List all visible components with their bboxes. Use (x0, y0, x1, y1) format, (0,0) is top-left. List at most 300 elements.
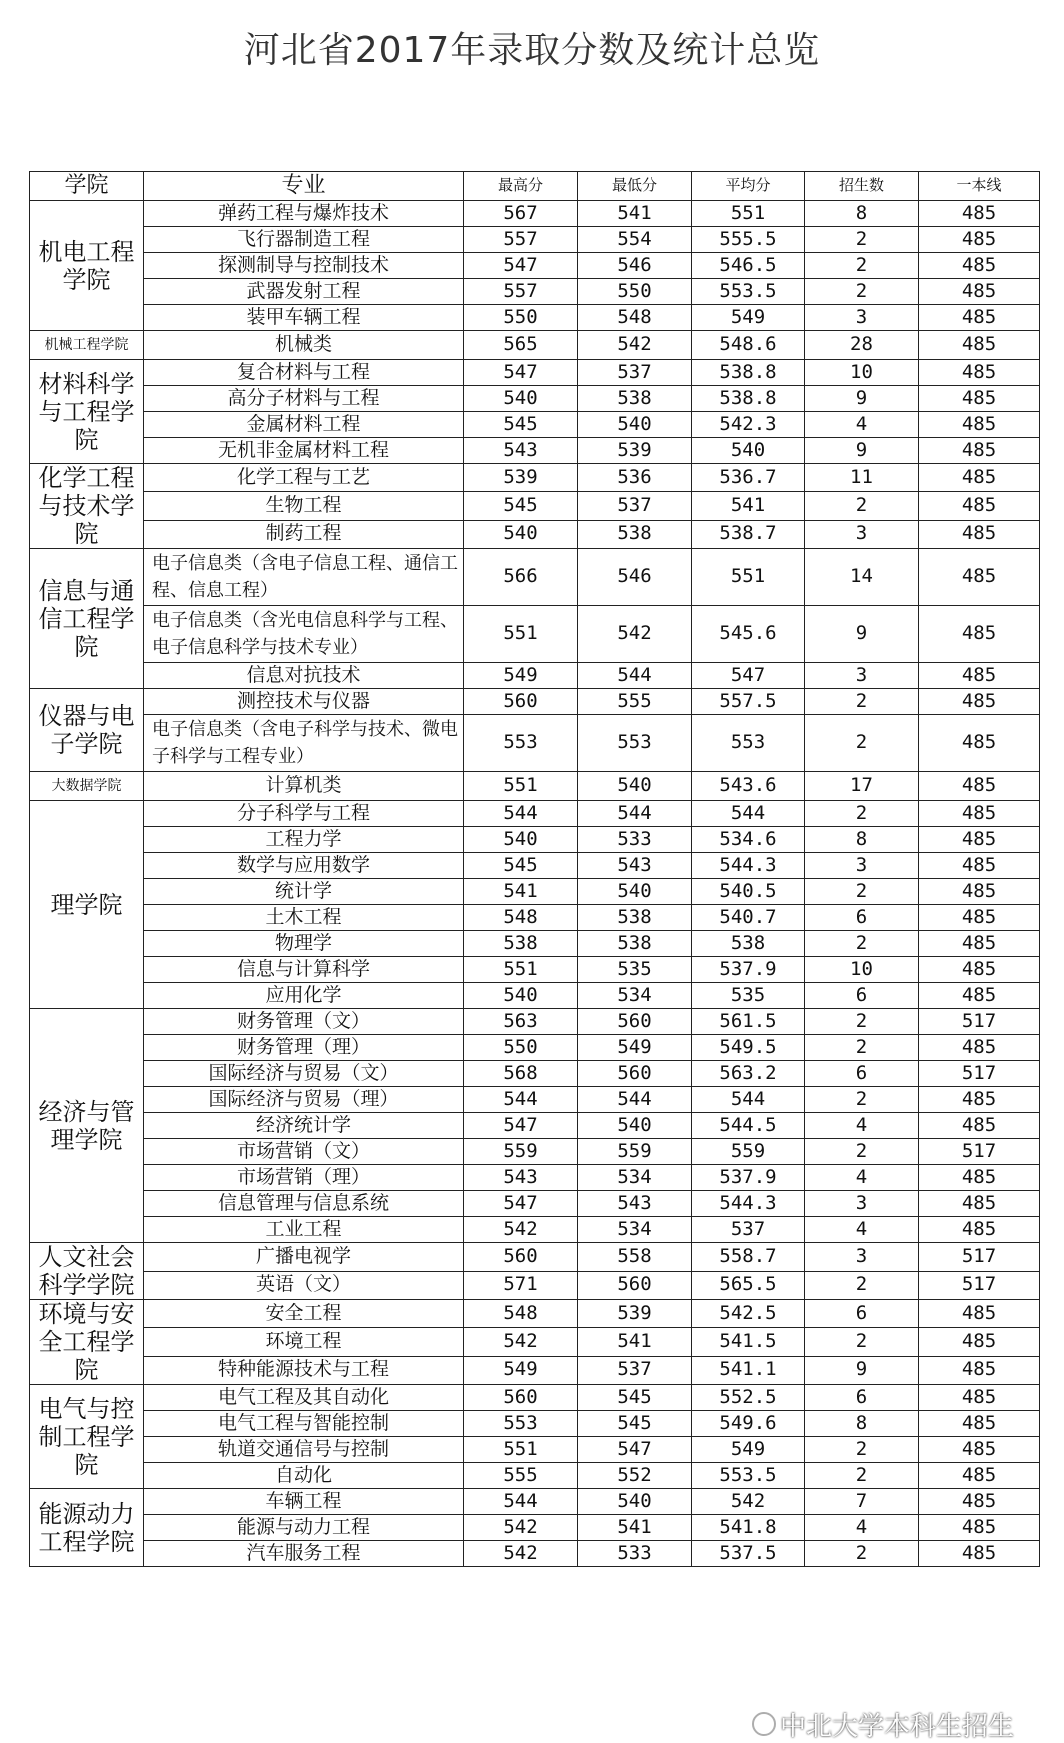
cutoff-line-cell: 485 (919, 1328, 1040, 1356)
major-cell: 电子信息类（含电子科学与技术、微电子科学与工程专业） (144, 715, 464, 772)
cutoff-line-cell: 485 (919, 331, 1040, 360)
min-score-cell: 545 (578, 1411, 692, 1437)
max-score-cell: 539 (464, 464, 578, 492)
cutoff-line-cell: 485 (919, 1300, 1040, 1328)
enroll-count-cell: 8 (805, 827, 919, 853)
min-score-cell: 554 (578, 227, 692, 253)
max-score-cell: 553 (464, 1411, 578, 1437)
min-score-cell: 546 (578, 253, 692, 279)
table-row (30, 492, 1040, 520)
enroll-count-cell: 9 (805, 386, 919, 412)
max-score-cell: 545 (464, 853, 578, 879)
major-cell: 飞行器制造工程 (144, 227, 464, 253)
cutoff-line-cell: 485 (919, 201, 1040, 227)
max-score-cell: 568 (464, 1061, 578, 1087)
min-score-cell: 538 (578, 905, 692, 931)
enroll-count-cell: 2 (805, 1139, 919, 1165)
major-cell: 武器发射工程 (144, 279, 464, 305)
header-line: 一本线 (919, 172, 1040, 201)
min-score-cell: 536 (578, 464, 692, 492)
table-row (30, 253, 1040, 279)
avg-score-cell: 541.8 (692, 1515, 805, 1541)
enroll-count-cell: 3 (805, 663, 919, 689)
table-row (30, 827, 1040, 853)
avg-score-cell: 548.6 (692, 331, 805, 360)
max-score-cell: 566 (464, 549, 578, 606)
major-cell: 工程力学 (144, 827, 464, 853)
min-score-cell: 533 (578, 1541, 692, 1567)
max-score-cell: 560 (464, 1385, 578, 1411)
college-cell: 大数据学院 (30, 772, 144, 801)
avg-score-cell: 537 (692, 1217, 805, 1243)
avg-score-cell: 561.5 (692, 1009, 805, 1035)
major-cell: 经济统计学 (144, 1113, 464, 1139)
min-score-cell: 553 (578, 715, 692, 772)
enroll-count-cell: 3 (805, 520, 919, 548)
table-header (30, 172, 1040, 201)
max-score-cell: 542 (464, 1328, 578, 1356)
table-row (30, 305, 1040, 331)
min-score-cell: 543 (578, 1191, 692, 1217)
table-row (30, 1165, 1040, 1191)
max-score-cell: 544 (464, 1087, 578, 1113)
cutoff-line-cell: 485 (919, 1411, 1040, 1437)
college-cell: 经济与管理学院 (30, 1009, 144, 1243)
cutoff-line-cell: 485 (919, 983, 1040, 1009)
min-score-cell: 541 (578, 1328, 692, 1356)
avg-score-cell: 537.5 (692, 1541, 805, 1567)
major-cell: 信息与计算科学 (144, 957, 464, 983)
major-cell: 车辆工程 (144, 1489, 464, 1515)
college-cell: 化学工程与技术学院 (30, 464, 144, 549)
max-score-cell: 547 (464, 1191, 578, 1217)
major-cell: 计算机类 (144, 772, 464, 801)
major-cell: 环境工程 (144, 1328, 464, 1356)
table-row (30, 772, 1040, 801)
table-row (30, 801, 1040, 827)
min-score-cell: 541 (578, 1515, 692, 1541)
major-cell: 财务管理（理） (144, 1035, 464, 1061)
major-cell: 数学与应用数学 (144, 853, 464, 879)
header-avg: 平均分 (692, 172, 805, 201)
major-cell: 自动化 (144, 1463, 464, 1489)
enroll-count-cell: 2 (805, 279, 919, 305)
major-cell: 机械类 (144, 331, 464, 360)
enroll-count-cell: 6 (805, 905, 919, 931)
min-score-cell: 544 (578, 801, 692, 827)
table-row (30, 438, 1040, 464)
max-score-cell: 551 (464, 606, 578, 663)
major-cell: 电子信息类（含光电信息科学与工程、电子信息科学与技术专业） (144, 606, 464, 663)
max-score-cell: 542 (464, 1541, 578, 1567)
college-cell: 材料科学与工程学院 (30, 360, 144, 464)
table-row (30, 386, 1040, 412)
major-cell: 应用化学 (144, 983, 464, 1009)
cutoff-line-cell: 485 (919, 549, 1040, 606)
table-row (30, 957, 1040, 983)
min-score-cell: 559 (578, 1139, 692, 1165)
max-score-cell: 543 (464, 1165, 578, 1191)
enroll-count-cell: 10 (805, 957, 919, 983)
enroll-count-cell: 2 (805, 1541, 919, 1567)
cutoff-line-cell: 485 (919, 1541, 1040, 1567)
min-score-cell: 540 (578, 1489, 692, 1515)
table-row (30, 1061, 1040, 1087)
enroll-count-cell: 6 (805, 983, 919, 1009)
avg-score-cell: 549.6 (692, 1411, 805, 1437)
max-score-cell: 548 (464, 1300, 578, 1328)
max-score-cell: 545 (464, 492, 578, 520)
avg-score-cell: 542.5 (692, 1300, 805, 1328)
table-row (30, 1385, 1040, 1411)
max-score-cell: 540 (464, 520, 578, 548)
enroll-count-cell: 6 (805, 1300, 919, 1328)
max-score-cell: 542 (464, 1515, 578, 1541)
min-score-cell: 544 (578, 1087, 692, 1113)
table-row (30, 689, 1040, 715)
min-score-cell: 552 (578, 1463, 692, 1489)
max-score-cell: 541 (464, 879, 578, 905)
avg-score-cell: 542.3 (692, 412, 805, 438)
avg-score-cell: 540 (692, 438, 805, 464)
avg-score-cell: 551 (692, 549, 805, 606)
min-score-cell: 541 (578, 201, 692, 227)
table-row (30, 412, 1040, 438)
score-table-container (29, 171, 1039, 1567)
max-score-cell: 540 (464, 827, 578, 853)
college-cell: 理学院 (30, 801, 144, 1009)
cutoff-line-cell: 485 (919, 801, 1040, 827)
avg-score-cell: 535 (692, 983, 805, 1009)
table-row (30, 1411, 1040, 1437)
max-score-cell: 545 (464, 412, 578, 438)
min-score-cell: 540 (578, 879, 692, 905)
header-count: 招生数 (805, 172, 919, 201)
enroll-count-cell: 2 (805, 715, 919, 772)
enroll-count-cell: 3 (805, 1243, 919, 1272)
cutoff-line-cell: 517 (919, 1243, 1040, 1272)
min-score-cell: 539 (578, 1300, 692, 1328)
max-score-cell: 559 (464, 1139, 578, 1165)
min-score-cell: 538 (578, 520, 692, 548)
cutoff-line-cell: 485 (919, 520, 1040, 548)
cutoff-line-cell: 485 (919, 1113, 1040, 1139)
cutoff-line-cell: 485 (919, 606, 1040, 663)
college-cell: 人文社会科学学院 (30, 1243, 144, 1300)
cutoff-line-cell: 485 (919, 360, 1040, 386)
cutoff-line-cell: 485 (919, 663, 1040, 689)
enroll-count-cell: 10 (805, 360, 919, 386)
avg-score-cell: 544.5 (692, 1113, 805, 1139)
min-score-cell: 545 (578, 1385, 692, 1411)
cutoff-line-cell: 485 (919, 464, 1040, 492)
cutoff-line-cell: 485 (919, 1087, 1040, 1113)
major-cell: 特种能源技术与工程 (144, 1356, 464, 1384)
major-cell: 汽车服务工程 (144, 1541, 464, 1567)
cutoff-line-cell: 485 (919, 879, 1040, 905)
avg-score-cell: 544.3 (692, 853, 805, 879)
enroll-count-cell: 2 (805, 1437, 919, 1463)
table-row (30, 464, 1040, 492)
cutoff-line-cell: 485 (919, 492, 1040, 520)
max-score-cell: 540 (464, 983, 578, 1009)
wechat-icon (752, 1712, 776, 1736)
table-row (30, 606, 1040, 663)
major-cell: 信息管理与信息系统 (144, 1191, 464, 1217)
max-score-cell: 547 (464, 253, 578, 279)
college-cell: 能源动力工程学院 (30, 1489, 144, 1567)
min-score-cell: 539 (578, 438, 692, 464)
table-row (30, 201, 1040, 227)
table-row (30, 331, 1040, 360)
table-row (30, 1437, 1040, 1463)
header-major: 专业 (144, 172, 464, 201)
table-row (30, 983, 1040, 1009)
cutoff-line-cell: 485 (919, 715, 1040, 772)
enroll-count-cell: 8 (805, 1411, 919, 1437)
avg-score-cell: 542 (692, 1489, 805, 1515)
cutoff-line-cell: 517 (919, 1271, 1040, 1300)
enroll-count-cell: 3 (805, 853, 919, 879)
avg-score-cell: 557.5 (692, 689, 805, 715)
cutoff-line-cell: 485 (919, 305, 1040, 331)
major-cell: 分子科学与工程 (144, 801, 464, 827)
avg-score-cell: 565.5 (692, 1271, 805, 1300)
major-cell: 安全工程 (144, 1300, 464, 1328)
min-score-cell: 542 (578, 331, 692, 360)
major-cell: 市场营销（理） (144, 1165, 464, 1191)
cutoff-line-cell: 485 (919, 1217, 1040, 1243)
enroll-count-cell: 2 (805, 931, 919, 957)
avg-score-cell: 549 (692, 305, 805, 331)
enroll-count-cell: 3 (805, 305, 919, 331)
major-cell: 英语（文） (144, 1271, 464, 1300)
avg-score-cell: 553 (692, 715, 805, 772)
enroll-count-cell: 4 (805, 1515, 919, 1541)
major-cell: 复合材料与工程 (144, 360, 464, 386)
cutoff-line-cell: 517 (919, 1139, 1040, 1165)
major-cell: 统计学 (144, 879, 464, 905)
avg-score-cell: 538.8 (692, 360, 805, 386)
cutoff-line-cell: 517 (919, 1009, 1040, 1035)
major-cell: 弹药工程与爆炸技术 (144, 201, 464, 227)
table-row (30, 360, 1040, 386)
page-title: 河北省2017年录取分数及统计总览 (243, 30, 821, 71)
enroll-count-cell: 4 (805, 1165, 919, 1191)
min-score-cell: 533 (578, 827, 692, 853)
enroll-count-cell: 9 (805, 438, 919, 464)
enroll-count-cell: 2 (805, 689, 919, 715)
cutoff-line-cell: 485 (919, 772, 1040, 801)
avg-score-cell: 552.5 (692, 1385, 805, 1411)
table-row (30, 879, 1040, 905)
cutoff-line-cell: 485 (919, 689, 1040, 715)
cutoff-line-cell: 485 (919, 386, 1040, 412)
min-score-cell: 558 (578, 1243, 692, 1272)
cutoff-line-cell: 485 (919, 1356, 1040, 1384)
enroll-count-cell: 9 (805, 1356, 919, 1384)
enroll-count-cell: 2 (805, 1087, 919, 1113)
major-cell: 电子信息类（含电子信息工程、通信工程、信息工程） (144, 549, 464, 606)
enroll-count-cell: 2 (805, 1271, 919, 1300)
avg-score-cell: 538 (692, 931, 805, 957)
cutoff-line-cell: 485 (919, 853, 1040, 879)
cutoff-line-cell: 485 (919, 1191, 1040, 1217)
watermark: 中北大学本科生招生 (780, 1712, 1015, 1742)
max-score-cell: 538 (464, 931, 578, 957)
max-score-cell: 544 (464, 1489, 578, 1515)
max-score-cell: 571 (464, 1271, 578, 1300)
table-row (30, 1139, 1040, 1165)
avg-score-cell: 546.5 (692, 253, 805, 279)
min-score-cell: 560 (578, 1271, 692, 1300)
enroll-count-cell: 2 (805, 492, 919, 520)
avg-score-cell: 545.6 (692, 606, 805, 663)
enroll-count-cell: 9 (805, 606, 919, 663)
enroll-count-cell: 28 (805, 331, 919, 360)
major-cell: 电气工程及其自动化 (144, 1385, 464, 1411)
max-score-cell: 560 (464, 1243, 578, 1272)
max-score-cell: 547 (464, 360, 578, 386)
table-row (30, 1191, 1040, 1217)
table-body (30, 201, 1040, 1567)
cutoff-line-cell: 485 (919, 227, 1040, 253)
cutoff-line-cell: 485 (919, 931, 1040, 957)
major-cell: 装甲车辆工程 (144, 305, 464, 331)
avg-score-cell: 549 (692, 1437, 805, 1463)
avg-score-cell: 559 (692, 1139, 805, 1165)
major-cell: 电气工程与智能控制 (144, 1411, 464, 1437)
min-score-cell: 537 (578, 1356, 692, 1384)
avg-score-cell: 544.3 (692, 1191, 805, 1217)
enroll-count-cell: 17 (805, 772, 919, 801)
cutoff-line-cell: 485 (919, 1165, 1040, 1191)
table-row (30, 1217, 1040, 1243)
major-cell: 土木工程 (144, 905, 464, 931)
min-score-cell: 548 (578, 305, 692, 331)
avg-score-cell: 553.5 (692, 279, 805, 305)
enroll-count-cell: 2 (805, 1009, 919, 1035)
score-table (29, 171, 1040, 1567)
min-score-cell: 540 (578, 1113, 692, 1139)
major-cell: 化学工程与工艺 (144, 464, 464, 492)
max-score-cell: 567 (464, 201, 578, 227)
table-row (30, 1113, 1040, 1139)
max-score-cell: 563 (464, 1009, 578, 1035)
enroll-count-cell: 2 (805, 879, 919, 905)
avg-score-cell: 555.5 (692, 227, 805, 253)
table-row (30, 227, 1040, 253)
max-score-cell: 549 (464, 663, 578, 689)
avg-score-cell: 534.6 (692, 827, 805, 853)
header-min: 最低分 (578, 172, 692, 201)
max-score-cell: 542 (464, 1217, 578, 1243)
table-row (30, 931, 1040, 957)
cutoff-line-cell: 485 (919, 1035, 1040, 1061)
table-row (30, 1035, 1040, 1061)
max-score-cell: 549 (464, 1356, 578, 1384)
major-cell: 探测制导与控制技术 (144, 253, 464, 279)
enroll-count-cell: 2 (805, 1463, 919, 1489)
cutoff-line-cell: 485 (919, 905, 1040, 931)
major-cell: 信息对抗技术 (144, 663, 464, 689)
major-cell: 广播电视学 (144, 1243, 464, 1272)
avg-score-cell: 538.7 (692, 520, 805, 548)
header-college: 学院 (30, 172, 144, 201)
max-score-cell: 557 (464, 279, 578, 305)
max-score-cell: 547 (464, 1113, 578, 1139)
avg-score-cell: 544 (692, 1087, 805, 1113)
table-row (30, 1087, 1040, 1113)
cutoff-line-cell: 485 (919, 412, 1040, 438)
avg-score-cell: 549.5 (692, 1035, 805, 1061)
enroll-count-cell: 4 (805, 1217, 919, 1243)
enroll-count-cell: 2 (805, 801, 919, 827)
max-score-cell: 553 (464, 715, 578, 772)
avg-score-cell: 541 (692, 492, 805, 520)
cutoff-line-cell: 485 (919, 957, 1040, 983)
college-cell: 信息与通信工程学院 (30, 549, 144, 689)
major-cell: 制药工程 (144, 520, 464, 548)
max-score-cell: 560 (464, 689, 578, 715)
avg-score-cell: 541.1 (692, 1356, 805, 1384)
table-row (30, 1489, 1040, 1515)
min-score-cell: 546 (578, 549, 692, 606)
enroll-count-cell: 7 (805, 1489, 919, 1515)
college-cell: 环境与安全工程学院 (30, 1300, 144, 1385)
max-score-cell: 550 (464, 1035, 578, 1061)
avg-score-cell: 553.5 (692, 1463, 805, 1489)
major-cell: 能源与动力工程 (144, 1515, 464, 1541)
table-row (30, 279, 1040, 305)
max-score-cell: 551 (464, 1437, 578, 1463)
table-row (30, 715, 1040, 772)
table-row (30, 549, 1040, 606)
min-score-cell: 543 (578, 853, 692, 879)
major-cell: 物理学 (144, 931, 464, 957)
table-row (30, 1271, 1040, 1300)
avg-score-cell: 540.5 (692, 879, 805, 905)
cutoff-line-cell: 485 (919, 1489, 1040, 1515)
avg-score-cell: 538.8 (692, 386, 805, 412)
avg-score-cell: 547 (692, 663, 805, 689)
major-cell: 无机非金属材料工程 (144, 438, 464, 464)
min-score-cell: 560 (578, 1009, 692, 1035)
table-row (30, 905, 1040, 931)
avg-score-cell: 536.7 (692, 464, 805, 492)
max-score-cell: 557 (464, 227, 578, 253)
max-score-cell: 551 (464, 772, 578, 801)
avg-score-cell: 558.7 (692, 1243, 805, 1272)
college-cell: 电气与控制工程学院 (30, 1385, 144, 1489)
table-row (30, 1009, 1040, 1035)
college-cell: 机械工程学院 (30, 331, 144, 360)
major-cell: 生物工程 (144, 492, 464, 520)
max-score-cell: 555 (464, 1463, 578, 1489)
avg-score-cell: 540.7 (692, 905, 805, 931)
table-row (30, 1515, 1040, 1541)
major-cell: 市场营销（文） (144, 1139, 464, 1165)
cutoff-line-cell: 485 (919, 438, 1040, 464)
enroll-count-cell: 2 (805, 1035, 919, 1061)
max-score-cell: 548 (464, 905, 578, 931)
college-cell: 仪器与电子学院 (30, 689, 144, 772)
min-score-cell: 538 (578, 386, 692, 412)
table-row (30, 1300, 1040, 1328)
avg-score-cell: 551 (692, 201, 805, 227)
table-row (30, 1328, 1040, 1356)
avg-score-cell: 541.5 (692, 1328, 805, 1356)
